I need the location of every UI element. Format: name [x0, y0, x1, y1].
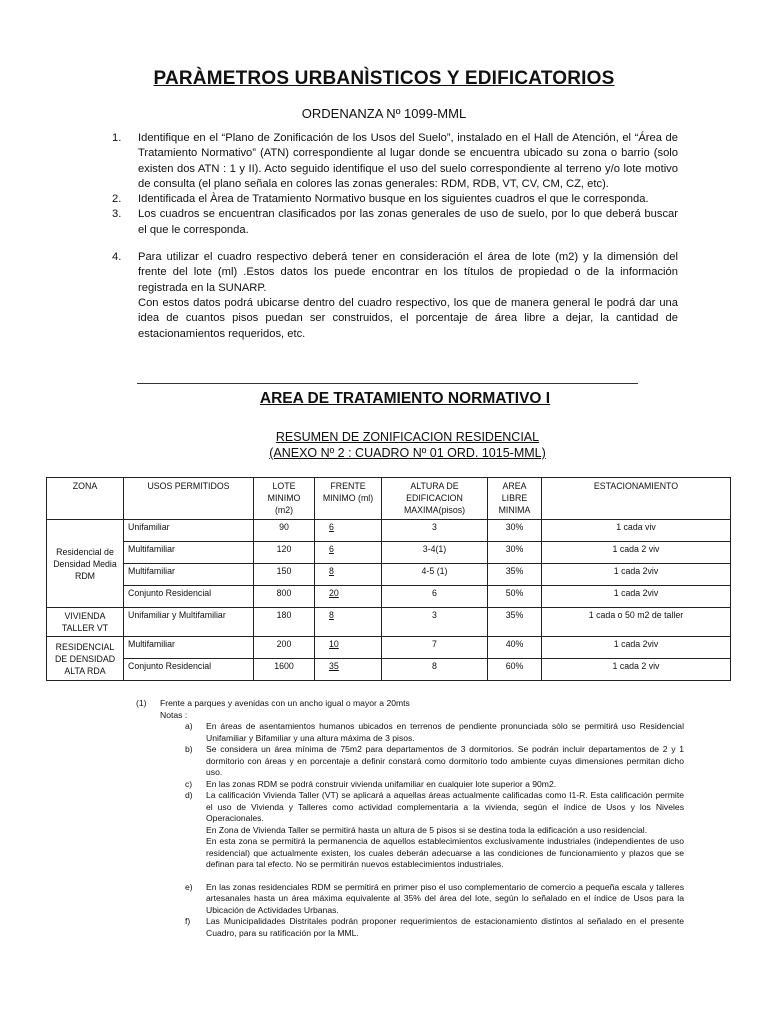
estacionamiento-cell: 1 cada 2viv — [542, 564, 731, 586]
area-cell: 40% — [488, 637, 542, 659]
frente-cell: 6 — [315, 520, 382, 542]
table-caption-line1: RESUMEN DE ZONIFICACION RESIDENCIAL — [275, 430, 540, 444]
altura-cell: 7 — [382, 637, 488, 659]
header-frente: FRENTE MINIMO (ml) — [315, 478, 382, 520]
altura-cell: 3 — [382, 608, 488, 637]
estacionamiento-cell: 1 cada viv — [542, 520, 731, 542]
uso-cell: Multifamiliar — [124, 564, 254, 586]
instruction-text: Los cuadros se encuentran clasificados por las zonas generales de uso de suelo, por lo que deberá buscar el que le corresponda. — [138, 208, 678, 236]
frente-cell: 8 — [315, 564, 382, 586]
altura-cell: 4-5 (1) — [382, 564, 488, 586]
note-text: Se considera un área mínima de 75m2 para departamentos de 3 dormitorios. Se podrán incluir departamentos de 2 y 1 dormitorio con áreas y en porcentaje a definir constará como dormitorio todo ambiente cuyas dimensiones permitan dicho uso. — [206, 744, 684, 777]
instruction-text: Identifique en el “Plano de Zonificación de los Usos del Suelo”, instalado en el Hall de Atención, el “Área de Tratamiento Normativo” (ATN) correspondiente al lugar donde se encuentra ubicado su zona o barrio (solo existen dos ATN : 1 y II). Acto seguido identifique el uso del suelo correspondiente al terreno y/o lote motivo de consulta (el plano señala en colores las zonas generales: RDM, RDB, VT, CV, CM, CZ, etc). — [138, 132, 678, 190]
note-marker: a) — [185, 721, 193, 731]
instruction-number: 4. — [112, 251, 122, 264]
page-title: PARÀMETROS URBANÌSTICOS Y EDIFICATORIOS — [153, 68, 615, 89]
note-marker: b) — [185, 744, 193, 754]
note-item — [136, 779, 684, 791]
separator-line — [137, 383, 638, 384]
estacionamiento-cell: 1 cada 2 viv — [542, 542, 731, 564]
lote-cell: 180 — [254, 608, 315, 637]
note-item — [136, 721, 684, 744]
note-text: Las Municipalidades Distritales podrán proponer requerimientos de estacionamiento distintos al señalado en el presente Cuadro, para su ratificación por la MML. — [206, 916, 684, 938]
note-text-continued: En esta zona se permitirá la permanencia de aquellos establecimientos exclusivamente industriales (independientes de uso residencial) que actualmente existen, los cuales deberán adecuarse a las condiciones de funcionamiento y plazos que se definan para tal efecto. No se permitirán nuevos establecimientos industriales. — [206, 836, 684, 869]
altura-cell: 8 — [382, 659, 488, 681]
table-row — [47, 608, 731, 637]
footnote-1 — [136, 698, 684, 710]
header-area: AREA LIBRE MINIMA — [488, 478, 542, 520]
lote-cell: 150 — [254, 564, 315, 586]
zone-cell: Residencial de Densidad Media RDM — [47, 520, 124, 608]
footnote-text: Frente a parques y avenidas con un ancho igual o mayor a 20mts — [160, 698, 410, 708]
note-text: La calificación Vivienda Taller (VT) se aplicará a aquellas áreas actualmente calificadas como I1-R. Esta calificación permite el uso de Vivienda y Talleres como actividad complementaria a la vivienda, según el índice de Usos y los Niveles Operacionales. — [206, 790, 684, 823]
footnote-marker: (1) — [136, 698, 147, 708]
header-altura: ALTURA DE EDIFICACION MAXIMA(pisos) — [382, 478, 488, 520]
area-cell: 35% — [488, 608, 542, 637]
uso-cell: Unifamiliar y Multifamiliar — [124, 608, 254, 637]
lote-cell: 90 — [254, 520, 315, 542]
frente-cell: 8 — [315, 608, 382, 637]
instruction-number: 1. — [112, 132, 122, 144]
instruction-item — [108, 250, 678, 342]
area-cell: 30% — [488, 542, 542, 564]
lote-cell: 1600 — [254, 659, 315, 681]
lote-cell: 200 — [254, 637, 315, 659]
table-row — [47, 586, 731, 608]
uso-cell: Conjunto Residencial — [124, 586, 254, 608]
instruction-text: Identificada el Àrea de Tratamiento Normativo busque en los siguientes cuadros el que le corresponda. — [138, 193, 649, 206]
instruction-number: 2. — [112, 193, 122, 206]
note-item — [136, 916, 684, 939]
area-cell: 30% — [488, 520, 542, 542]
instruction-list — [108, 131, 678, 342]
instruction-item — [108, 131, 678, 192]
note-item — [136, 790, 684, 871]
table-row — [47, 659, 731, 681]
instruction-text: Para utilizar el cuadro respectivo deberá tener en consideración el área de lote (m2) y la dimensión del frente del lote (ml) .Estos datos los puede encontrar en los títulos de propiedad o de la información registrada en la SUNARP. — [138, 251, 678, 294]
table-header-row — [47, 478, 731, 520]
note-text: En las zonas residenciales RDM se permitirá en primer piso el uso complementario de comercio a pequeña escala y talleres artesanales hasta un área máxima equivalente al 35% del área del lote, según lo señalado en el índice de Usos para la Ubicación de Actividades Urbanas. — [206, 881, 684, 915]
table-row — [47, 637, 731, 659]
instruction-item — [108, 207, 678, 238]
section-title: AREA DE TRATAMIENTO NORMATIVO I — [259, 390, 551, 407]
area-cell: 50% — [488, 586, 542, 608]
header-zona: ZONA — [47, 478, 124, 520]
instruction-text-continued: Con estos datos podrá ubicarse dentro del cuadro respectivo, los que de manera general le podrá dar una idea de cuantos pisos puedan ser construidos, el porcentaje de área libre a dejar, la cantidad de estacionamientos requeridos, etc. — [138, 296, 678, 340]
header-lote: LOTE MINIMO (m2) — [254, 478, 315, 520]
frente-cell: 10 — [315, 637, 382, 659]
altura-cell: 3 — [382, 520, 488, 542]
note-text-continued: En Zona de Vivienda Taller se permitirá hasta un altura de 5 pisos si se destina toda la edificación a uso residencial. — [206, 824, 648, 835]
header-usos: USOS PERMITIDOS — [124, 478, 254, 520]
footnotes — [136, 698, 684, 939]
area-cell: 60% — [488, 659, 542, 681]
zone-cell: RESIDENCIAL DE DENSIDAD ALTA RDA — [47, 637, 124, 681]
table-caption — [0, 429, 768, 461]
estacionamiento-cell: 1 cada 2viv — [542, 637, 731, 659]
lote-cell: 800 — [254, 586, 315, 608]
instruction-number: 3. — [112, 208, 122, 221]
note-item — [136, 882, 684, 917]
lote-cell: 120 — [254, 542, 315, 564]
note-marker: f) — [185, 916, 191, 926]
note-text: En las zonas RDM se podrá construir vivienda unifamiliar en cualquier lote superior a 90m2. — [206, 778, 557, 789]
note-marker: c) — [185, 778, 193, 789]
note-text: En áreas de asentamientos humanos ubicados en terrenos de pendiente pronunciada sòlo se permitirá uso Residencial Unifamiliar y Bifamiliar y una altura máxima de 3 pisos. — [206, 721, 684, 743]
zoning-table — [46, 477, 731, 681]
estacionamiento-cell: 1 cada o 50 m2 de taller — [542, 608, 731, 637]
ordinance-number: ORDENANZA Nº 1099-MML — [301, 106, 467, 121]
notes-label: Notas : — [160, 709, 188, 720]
uso-cell: Multifamiliar — [124, 542, 254, 564]
table-row — [47, 520, 731, 542]
altura-cell: 6 — [382, 586, 488, 608]
note-marker: d) — [185, 790, 193, 800]
frente-cell: 20 — [315, 586, 382, 608]
frente-cell: 6 — [315, 542, 382, 564]
area-cell: 35% — [488, 564, 542, 586]
note-marker: e) — [185, 881, 193, 892]
estacionamiento-cell: 1 cada 2 viv — [542, 659, 731, 681]
table-caption-line2: (ANEXO Nº 2 : CUADRO Nº 01 ORD. 1015-MML) — [269, 446, 546, 460]
table-row — [47, 564, 731, 586]
zone-cell: VIVIENDA TALLER VT — [47, 608, 124, 637]
header-estacionamiento: ESTACIONAMIENTO — [542, 478, 731, 520]
estacionamiento-cell: 1 cada 2viv — [542, 586, 731, 608]
uso-cell: Conjunto Residencial — [124, 659, 254, 681]
frente-cell: 35 — [315, 659, 382, 681]
uso-cell: Multifamiliar — [124, 637, 254, 659]
instruction-item — [108, 192, 678, 207]
uso-cell: Unifamiliar — [124, 520, 254, 542]
note-item — [136, 744, 684, 779]
altura-cell: 3-4(1) — [382, 542, 488, 564]
table-row — [47, 542, 731, 564]
